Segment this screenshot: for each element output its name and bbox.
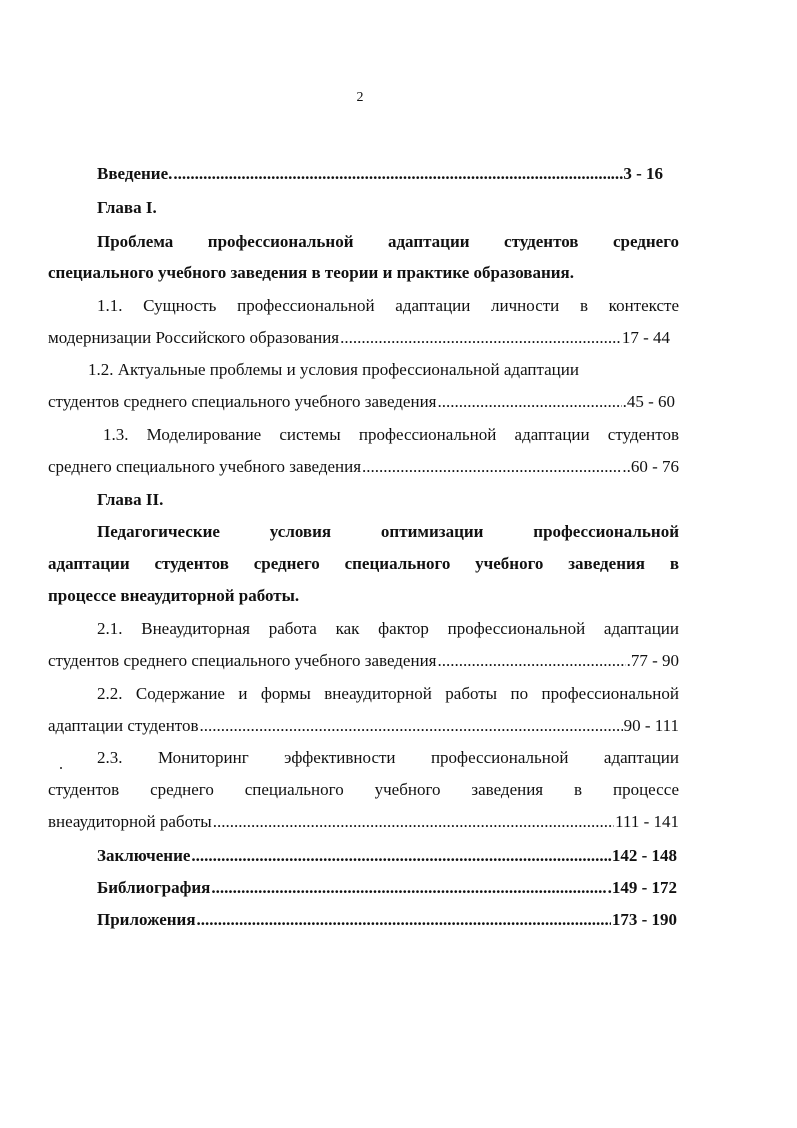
toc-entry-1-2-line-1: 1.2. Актуальные проблемы и условия профессиональной адаптации	[88, 360, 579, 379]
toc-entry-2-1	[48, 650, 679, 672]
chapter-2-title-line-1: Педагогические условия оптимизации профессиональной	[97, 522, 679, 541]
toc-entry-pages: 17 - 44	[621, 328, 670, 347]
toc-entry-title: адаптации студентов	[48, 716, 199, 735]
toc-entry-pages: 90 - 111	[623, 716, 679, 735]
dot-leader	[340, 327, 621, 349]
page-number: 2	[356, 90, 364, 105]
toc-entry-pages: ...3 - 16	[610, 164, 663, 183]
toc-entry-pages: .77 - 90	[626, 651, 679, 670]
toc-entry-1-1	[48, 327, 670, 349]
toc-entry-pages: 173 - 190	[611, 910, 677, 929]
dot-leader	[438, 650, 626, 672]
toc-entry-appendices	[97, 909, 677, 931]
toc-entry-title: студентов среднего специального учебного заведения	[48, 392, 437, 411]
toc-entry-1-3	[48, 456, 679, 478]
dot-leader	[211, 877, 606, 899]
dot-leader	[173, 163, 609, 185]
chapter-1-heading: Глава I.	[97, 198, 157, 217]
dot-leader	[191, 845, 606, 867]
toc-entry-pages: .142 - 148	[607, 846, 677, 865]
toc-entry-2-3-line-2: студентов среднего специального учебного заведения в процессе	[48, 780, 679, 799]
toc-entry-2-1-line-1: 2.1. Внеаудиторная работа как фактор профессиональной адаптации	[97, 619, 679, 638]
toc-entry-title: Введение.	[97, 164, 173, 183]
toc-entry-intro	[97, 163, 663, 185]
toc-entry-pages: .45 - 60	[622, 392, 675, 411]
toc-entry-title: Приложения	[97, 910, 196, 929]
toc-entry-2-3	[48, 811, 679, 833]
toc-entry-pages: 111 - 141	[615, 812, 679, 831]
toc-entry-1-2	[48, 391, 675, 413]
toc-entry-pages: ..60 - 76	[622, 457, 679, 476]
toc-entry-1-1-line-1: 1.1. Сущность профессиональной адаптации личности в контексте	[97, 296, 679, 315]
chapter-1-title-line-2: специального учебного заведения в теории и практике образования.	[48, 263, 574, 282]
toc-entry-pages: .149 - 172	[607, 878, 677, 897]
toc-entry-title: Библиография	[97, 878, 211, 897]
chapter-2-heading: Глава II.	[97, 490, 164, 509]
dot-leader	[362, 456, 621, 478]
dot-leader	[197, 909, 611, 931]
chapter-2-title-line-3: процессе внеаудиторной работы.	[48, 586, 300, 605]
toc-entry-2-2-line-1: 2.2. Содержание и формы внеаудиторной работы по профессиональной	[97, 684, 679, 703]
chapter-2-title-line-2: адаптации студентов среднего специального учебного заведения в	[48, 554, 679, 573]
toc-entry-1-3-line-1: 1.3. Моделирование системы профессиональной адаптации студентов	[103, 425, 679, 444]
dot-leader	[438, 391, 622, 413]
toc-entry-bibliography	[97, 877, 677, 899]
toc-entry-title: внеаудиторной работы	[48, 812, 212, 831]
toc-entry-2-2	[48, 715, 679, 737]
toc-entry-conclusion	[97, 845, 677, 867]
dot-leader	[213, 811, 614, 833]
dot-leader	[200, 715, 623, 737]
toc-entry-title: студентов среднего специального учебного заведения	[48, 651, 437, 670]
toc-entry-2-3-line-1: 2.3. Мониторинг эффективности профессиональной адаптации	[97, 748, 679, 767]
chapter-1-title-line-1: Проблема профессиональной адаптации студентов среднего	[97, 232, 679, 251]
toc-entry-title: Заключение	[97, 846, 191, 865]
toc-entry-title: модернизации Российского образования	[48, 328, 340, 347]
scan-speck	[60, 767, 62, 769]
toc-entry-title: среднего специального учебного заведения	[48, 457, 362, 476]
